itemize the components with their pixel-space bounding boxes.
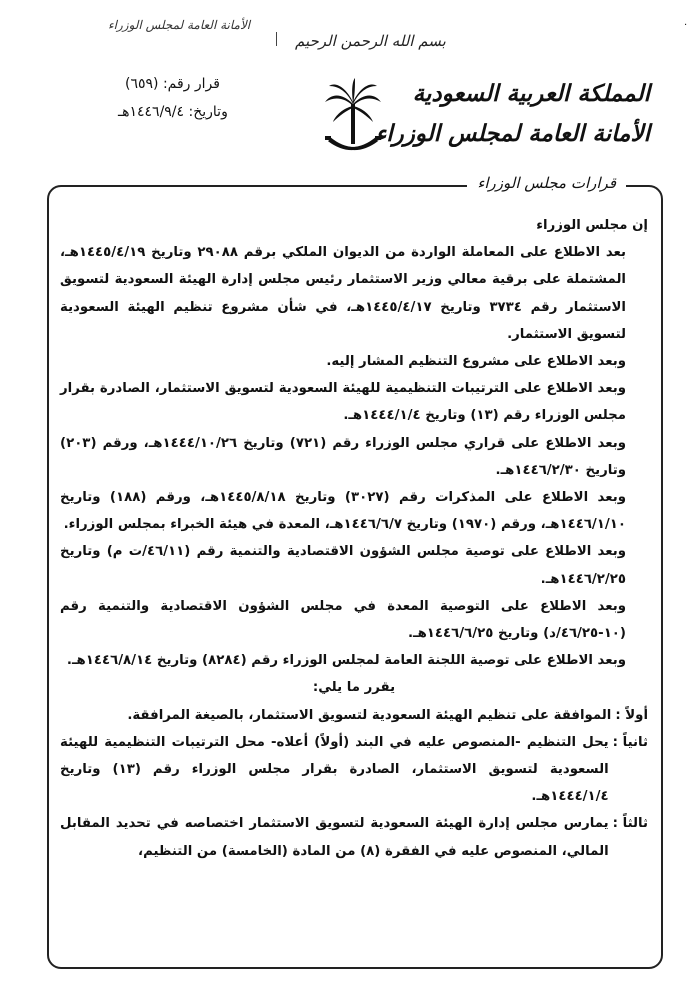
opening-line: إن مجلس الوزراء (536, 218, 648, 233)
decision-date: وتاريخ: ١٤٤٦/٩/٤هـ (118, 104, 228, 120)
decision-number: قرار رقم: (٦٥٩) (125, 76, 220, 92)
item-text: يحل التنظيم -المنصوص عليه في البند (أولاً) أعلاه- محل الترتيبات التنظيمية للهيئة السعودية لتسويق الاستثمار، الصادرة بقرار مجلس الوزراء رقم (١٣) وتاريخ ١٤٤٤/١/٤هـ. (60, 734, 609, 805)
resolution-item (60, 729, 648, 811)
item-label: أولاً : (615, 707, 648, 723)
item-text: الموافقة على تنظيم الهيئة السعودية لتسويق الاستثمار، بالصيغة المرافقة. (127, 707, 612, 723)
paragraph: وبعد الاطلاع على توصية مجلس الشؤون الاقتصادية والتنمية رقم (٤٦/١١/ت م) وتاريخ ١٤٤٦/٢/٢٥هـ. (60, 544, 626, 587)
resolution-item (60, 810, 648, 864)
basmala: بسم الله الرحمن الرحيم (295, 32, 446, 50)
item-text: يمارس مجلس إدارة الهيئة السعودية لتسويق الاستثمار اختصاصه في تحديد المقابل المالي، المنصوص عليه في الفقرة (٨) من المادة (الخامسة) من التنظيم، (60, 816, 609, 859)
resolution-item (60, 702, 648, 729)
frame-title: قرارات مجلس الوزراء (467, 174, 626, 192)
item-label: ثانياً : (612, 734, 648, 750)
decision-body (60, 212, 648, 865)
resolves-heading: يقرر ما يلي: (312, 680, 396, 696)
secretariat-name: الأمانة العامة لمجلس الوزراء (375, 120, 650, 147)
top-stamp: الأمانة العامة لمجلس الوزراء (108, 18, 251, 32)
item-label: ثالثاً : (612, 816, 648, 832)
kingdom-name: المملكة العربية السعودية (412, 80, 650, 107)
paragraph: وبعد الاطلاع على قراري مجلس الوزراء رقم (٧٢١) وتاريخ ١٤٤٤/١٠/٢٦هـ، ورقم (٢٠٣) وتاريخ ١٤٤٦/٢/٣٠هـ. (60, 435, 626, 478)
paragraph: بعد الاطلاع على المعاملة الواردة من الديوان الملكي برقم ٢٩٠٨٨ وتاريخ ١٤٤٥/٤/١٩هـ، المشتملة على برقية معالي وزير الاستثمار رئيس مجلس إدارة الهيئة السعودية لتسويق الاستثمار رقم ٣٧٣٤ وتاريخ ١٤٤٥/٤/١٧هـ، في شأن مشروع تنظيم الهيئة السعودية لتسويق الاستثمار. (60, 245, 626, 342)
corner-mark: · (684, 20, 688, 31)
paragraph: وبعد الاطلاع على التوصية المعدة في مجلس الشؤون الاقتصادية والتنمية رقم (١٠-٤٦/٢٥/د) وتاريخ ١٤٤٦/٦/٢٥هـ. (60, 598, 626, 642)
paragraph: وبعد الاطلاع على المذكرات رقم (٣٠٢٧) وتاريخ ١٤٤٥/٨/١٨هـ، ورقم (١٨٨) وتاريخ ١٤٤٦/١/١٠هـ، ورقم (١٩٧٠) وتاريخ ١٤٤٦/٦/٧هـ، المعدة في هيئة الخبراء بمجلس الوزراء. (60, 490, 626, 533)
divider-mark (276, 32, 277, 46)
paragraph: وبعد الاطلاع على مشروع التنظيم المشار إليه. (326, 354, 626, 370)
paragraph: وبعد الاطلاع على الترتيبات التنظيمية للهيئة السعودية لتسويق الاستثمار، الصادرة بقرار مجلس الوزراء رقم (١٣) وتاريخ ١٤٤٤/١/٤هـ. (60, 381, 626, 424)
paragraph: وبعد الاطلاع على توصية اللجنة العامة لمجلس الوزراء رقم (٨٢٨٤) وتاريخ ١٤٤٦/٨/١٤هـ. (66, 653, 626, 669)
palm-swords-emblem-icon (323, 78, 383, 162)
